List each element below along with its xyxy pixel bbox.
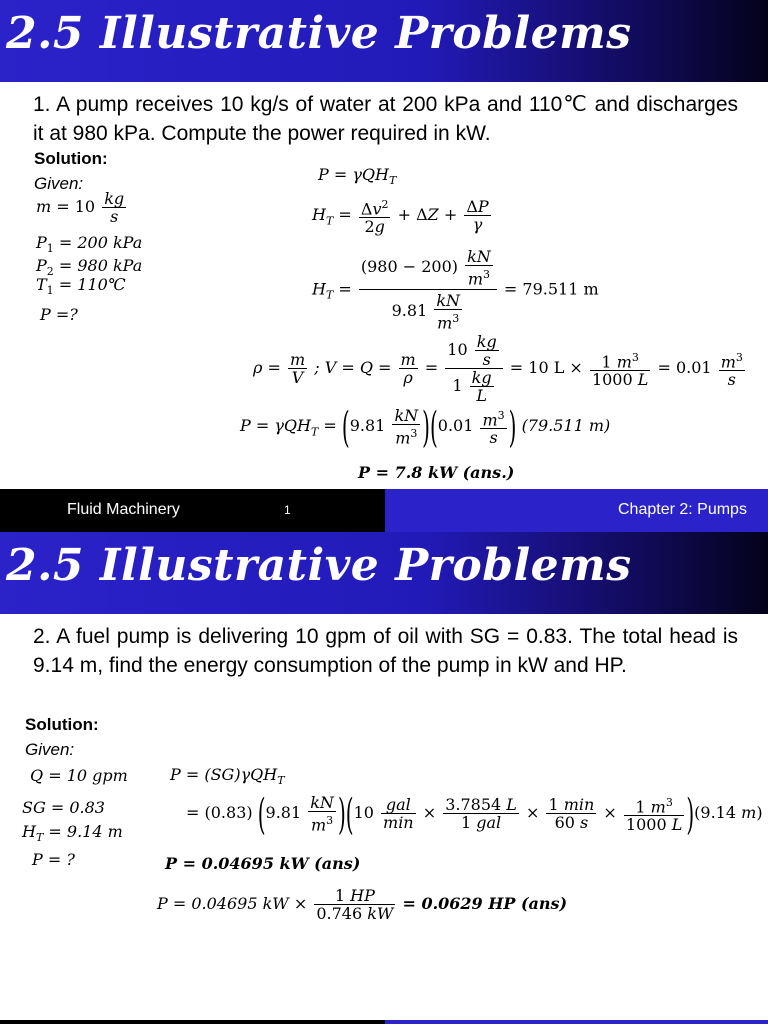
problem-statement: 1. A pump receives 10 kg/s of water at 200 kPa and 110℃ and discharges it at 980 kPa. Compute the power required in kW. <box>33 93 738 145</box>
given-p1: $P_1 = 200$ kPa <box>36 233 143 256</box>
bottom-footer-strip <box>0 1020 768 1024</box>
answer-power-kw: P = 7.8 kW (ans.) <box>358 463 515 482</box>
footer-chapter: Chapter 2: Pumps <box>618 501 747 518</box>
footer-bar <box>0 489 768 532</box>
eq-power-formula: P = γQH$_T$ <box>318 165 397 188</box>
given-label: Given: <box>34 174 84 193</box>
given-flow-rate: Q = 10 gpm <box>30 766 128 785</box>
given-p2: $P_2 = 980$ kPa <box>36 256 143 279</box>
solution-label: Solution: <box>34 149 108 168</box>
slide-title: 2.5 Illustrative Problems <box>6 540 632 591</box>
given-p-unknown: P = ? <box>32 850 75 869</box>
slide-title: 2.5 Illustrative Problems <box>6 8 632 59</box>
solution-label: Solution: <box>25 715 99 734</box>
eq-power-formula: P = (SG)γQH$_T$ <box>170 765 285 788</box>
given-label: Given: <box>25 740 75 759</box>
eq-power-calc: = (0.83) (9.81 $\frac{kN}{m^3}$ )(10 $\frac{\text{gal}}{\min}$ × $\frac{3.7854 L}{\text{1 gal}}$ × $\frac{1 \min}{60 s}$ × $\frac{1 m^3}{1000 L}$ )(9.14 m) <box>186 788 763 839</box>
problem-statement: 2. A fuel pump is delivering 10 gpm of oil with SG = 0.83. The total head is 9.14 m, find the energy consumption of the pump in kW and HP. <box>33 625 738 677</box>
given-specific-gravity: SG = 0.83 <box>22 798 105 817</box>
title-bar <box>0 0 768 82</box>
footer-page-number: 1 <box>284 503 291 517</box>
given-total-head: $H_T = 9.14$ m <box>22 822 123 845</box>
title-bar <box>0 532 768 614</box>
given-mass-flow: m = 10 $\frac{kg}{s}$ <box>36 189 125 226</box>
answer-power-kw: P = 0.04695 kW (ans) <box>165 854 361 873</box>
eq-density-flow: ρ = $\frac{m}{V}$ ; V = Q = $\frac{m}{\rho}$ = 10 $\frac{kg}{s}$ 1 $\frac{kg}{L}$ = 10 L × $\frac{1 m^3}{1000 L}$ = 0.01 $\frac{m^3}{s}$ <box>253 332 743 405</box>
given-p-unknown: P =? <box>40 305 78 324</box>
footer-course: Fluid Machinery <box>67 501 180 518</box>
slide-1 <box>0 0 768 489</box>
eq-power-calc: P = γQH$_T$ = (9.81 $\frac{kN}{m^3}$ )(0.01 $\frac{m^3}{s}$ ) (79.511 m) <box>240 401 611 452</box>
answer-power-hp: = 0.0629 HP (ans) <box>402 894 568 913</box>
eq-total-head-calc: $H_T$ = (980 − 200) $\frac{kN}{m^3}$ 9.81 $\frac{kN}{m^3}$ = 79.511 m <box>312 247 599 333</box>
given-t1: $T_1$ = 110℃ <box>36 275 126 298</box>
eq-total-head: $H_T$ = $\frac{\Delta v^2}{2g}$ + ΔZ + $\frac{\Delta P}{\gamma}$ <box>312 197 489 237</box>
eq-power-hp: P = 0.04695 kW × $\frac{1 HP}{0.746 kW}$ = 0.0629 HP (ans) <box>157 886 568 923</box>
slide-2 <box>0 532 768 1020</box>
